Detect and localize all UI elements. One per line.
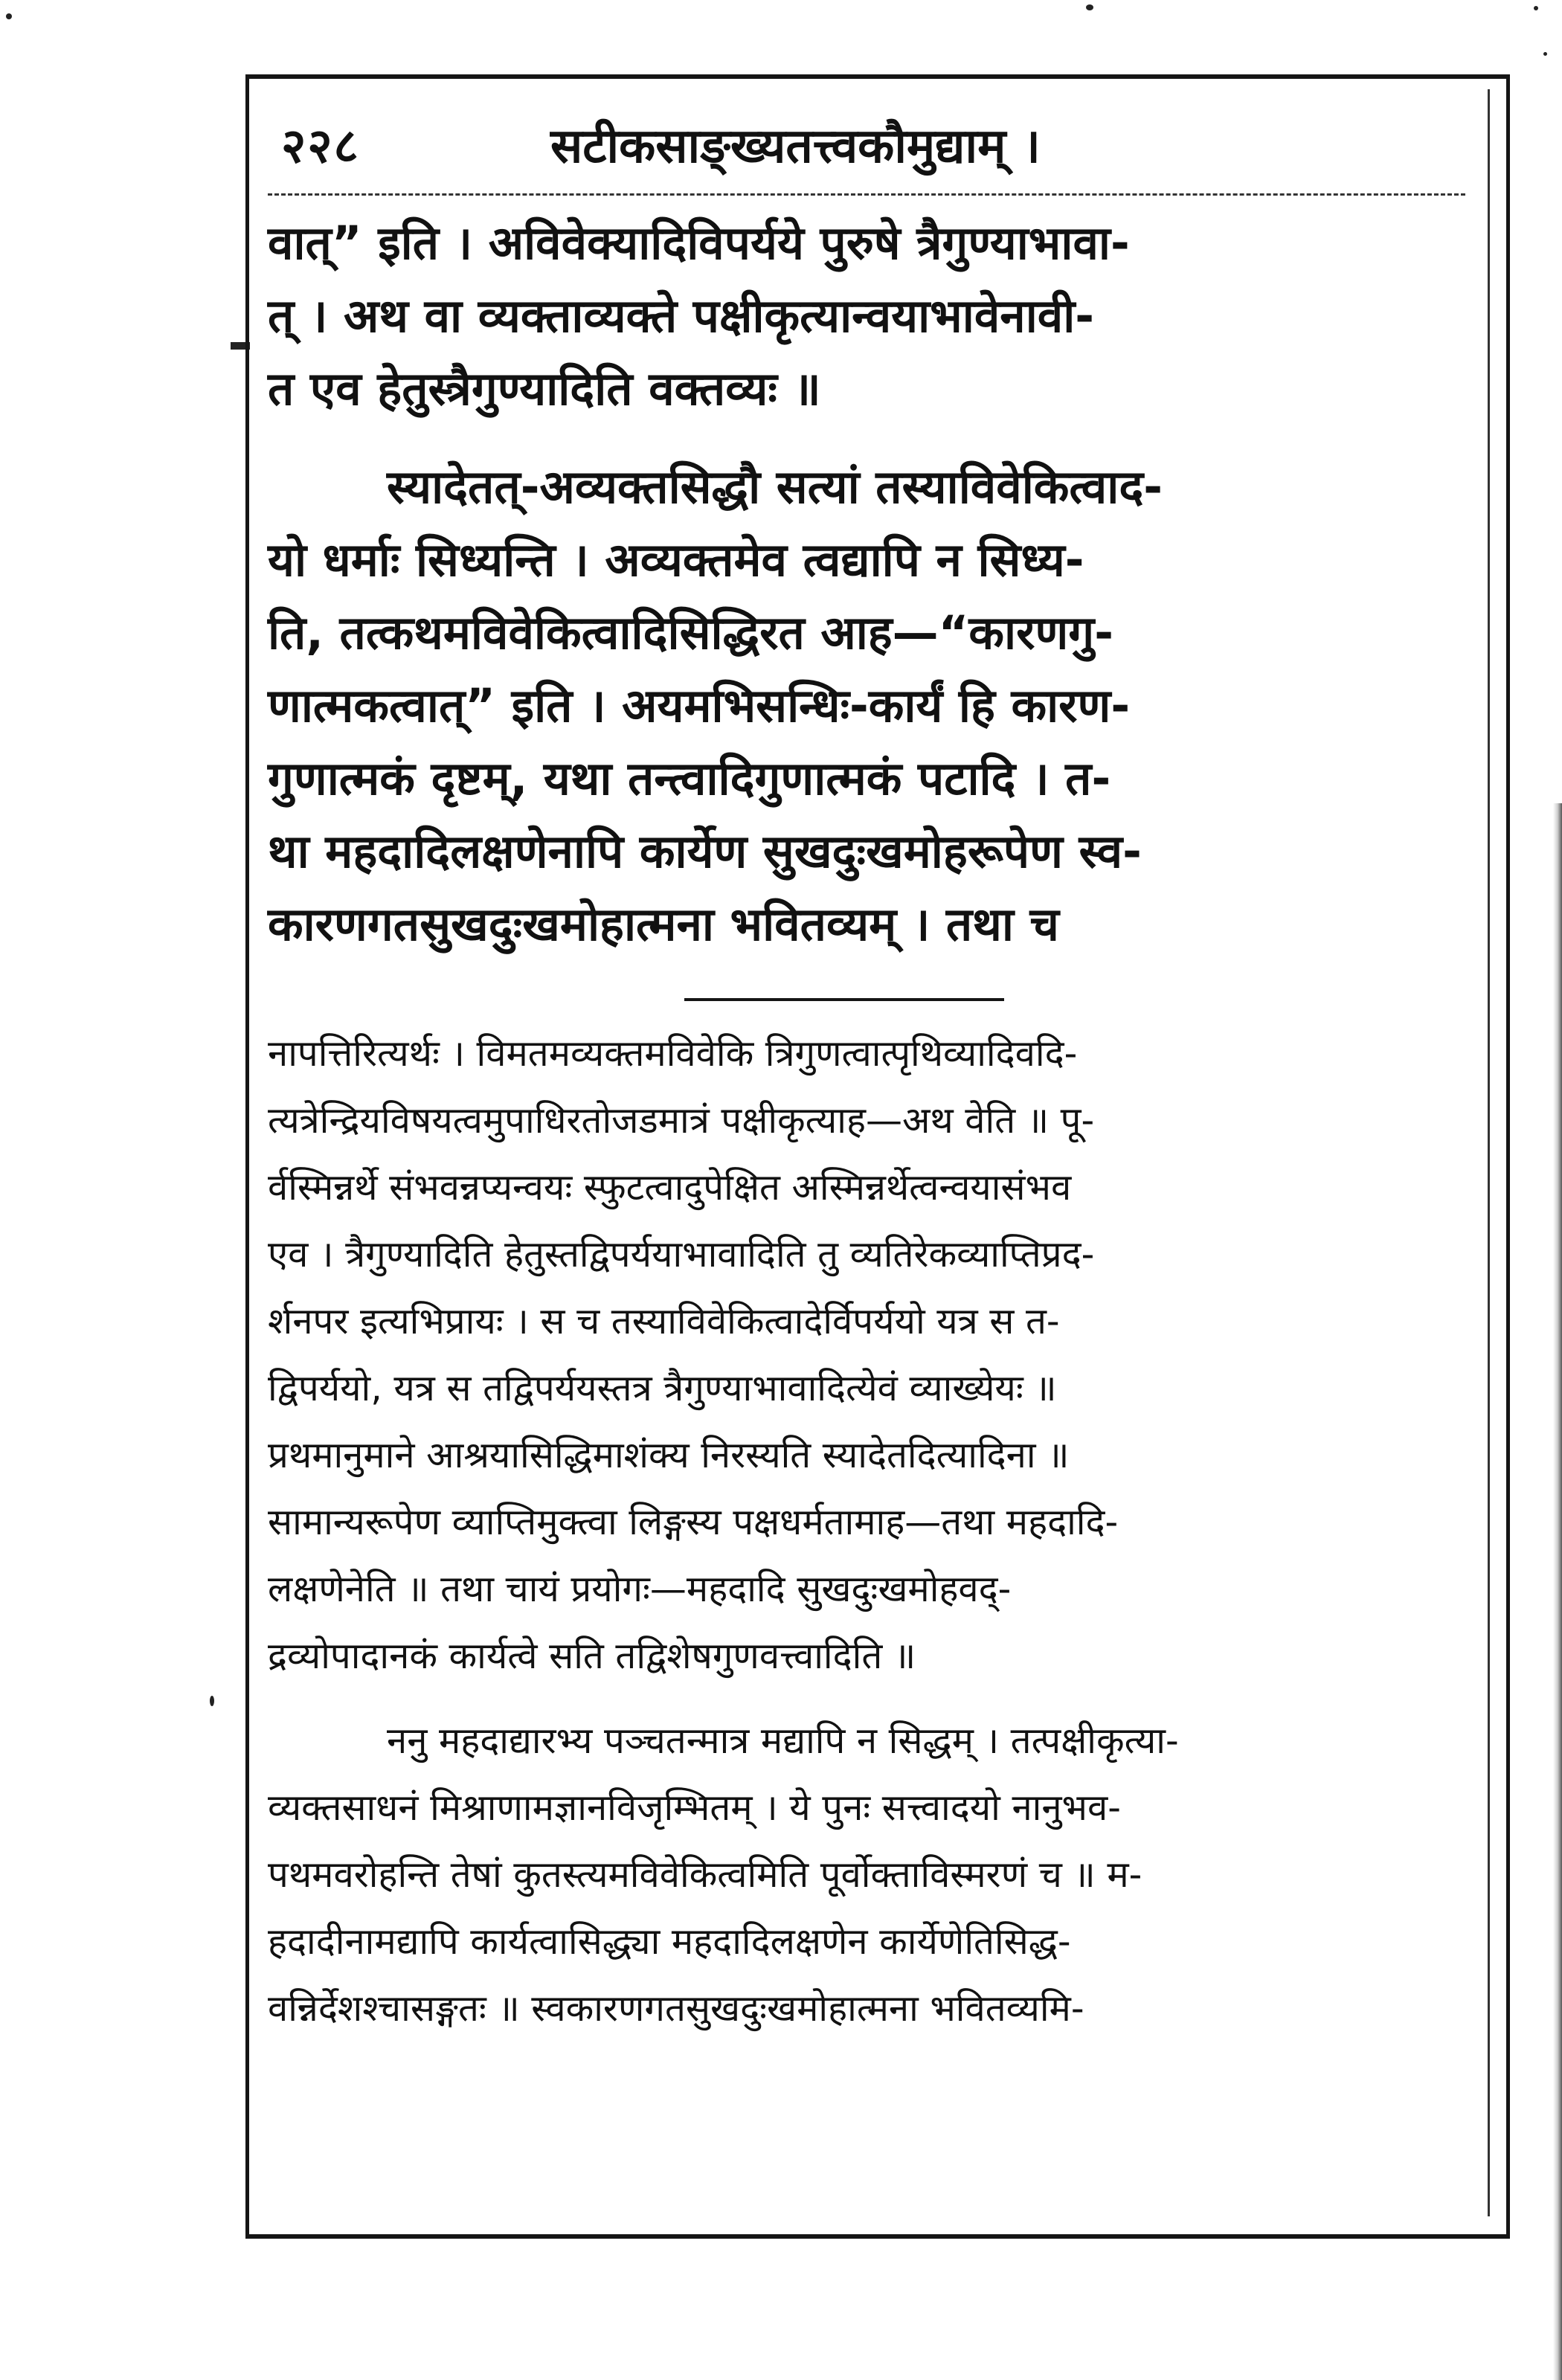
commentary-line: त्यत्रेन्द्रियविषयत्वमुपाधिरतोजडमात्रं पक्षीकृत्याह—अथ वेति ॥ पू- <box>268 1099 1095 1142</box>
commentary-line: व्यक्तसाधनं मिश्राणामज्ञानविजृम्भितम् । ये पुनः सत्त्वादयो नानुभव- <box>268 1786 1121 1829</box>
main-text-line: कारणगतसुखदुःखमोहात्मना भवितव्यम् । तथा च <box>268 897 1059 951</box>
book-edge-shadow <box>1553 803 1562 2380</box>
main-text-line: था महदादिलक्षणेनापि कार्येण सुखदुःखमोहरूपेण स्व- <box>268 824 1142 878</box>
commentary-line: प्रथमानुमाने आश्रयासिद्धिमाशंक्य निरस्यति स्यादेतदित्यादिना ॥ <box>268 1434 1070 1476</box>
commentary-text <box>268 1032 1480 2057</box>
page-number: २२८ <box>281 119 360 174</box>
commentary-line: एव । त्रैगुण्यादिति हेतुस्तद्विपर्ययाभावादिति तु व्यतिरेकव्याप्तिप्रद- <box>268 1233 1095 1276</box>
commentary-line: ननु महदाद्यारभ्य पञ्चतन्मात्र मद्यापि न सिद्धम् । तत्पक्षीकृत्या- <box>387 1720 1179 1762</box>
main-text-line: णात्मकत्वात्” इति । अयमभिसन्धिः-कार्यं हि कारण- <box>268 678 1131 733</box>
main-text-line: त् । अथ वा व्यक्ताव्यक्ते पक्षीकृत्यान्वयाभावेनावी- <box>268 289 1095 343</box>
scan-speck <box>1534 6 1538 10</box>
commentary-line: पथमवरोहन्ति तेषां कुतस्त्यमविवेकित्वमिति पूर्वोक्ताविस्मरणं च ॥ म- <box>268 1853 1142 1896</box>
book-page <box>268 82 1480 2057</box>
scan-speck <box>210 1696 214 1706</box>
commentary-line: नापत्तिरित्यर्थः । विमतमव्यक्तमविवेकि त्रिगुणत्वात्पृथिव्यादिवदि- <box>268 1032 1078 1075</box>
commentary-line: वन्निर्देशश्चासङ्गतः ॥ स्वकारणगतसुखदुःखमोहात्मना भवितव्यमि- <box>268 1987 1084 2030</box>
commentary-line: हदादीनामद्यापि कार्यत्वासिद्ध्या महदादिलक्षणेन कार्येणेतिसिद्ध- <box>268 1920 1071 1963</box>
commentary-line: र्वस्मिन्नर्थे संभवन्नप्यन्वयः स्फुटत्वादुपेक्षित अस्मिन्नर्थेत्वन्वयासंभव <box>268 1166 1072 1209</box>
main-text <box>268 214 1480 968</box>
scan-speck <box>1086 4 1093 10</box>
commentary-line: लक्षणेनेति ॥ तथा चायं प्रयोगः—महदादि सुखदुःखमोहवद्- <box>268 1568 1012 1610</box>
commentary-line: द्रव्योपादानकं कार्यत्वे सति तद्विशेषगुणवत्त्वादिति ॥ <box>268 1635 916 1677</box>
main-text-line: वात्” इति । अविवेक्यादिविपर्यये पुरुषे त्रैगुण्याभावा- <box>268 216 1130 270</box>
running-head <box>268 82 1480 193</box>
inner-border-line <box>1488 89 1490 2216</box>
main-text-line: ति, तत्कथमविवेकित्वादिसिद्धिरत आह—“कारणगु- <box>268 605 1113 660</box>
main-text-line: गुणात्मकं दृष्टम्, यथा तन्त्वादिगुणात्मकं पटादि । त- <box>268 751 1111 805</box>
scan-speck <box>6 13 12 19</box>
running-title: सटीकसाङ्ख्यतत्त्वकौमुद्याम् । <box>550 119 1041 174</box>
commentary-line: द्विपर्ययो, यत्र स तद्विपर्ययस्तत्र त्रैगुण्याभावादित्येवं व्याख्येयः ॥ <box>268 1367 1057 1409</box>
main-text-line: त एव हेतुस्त्रैगुण्यादिति वक्तव्यः ॥ <box>268 361 821 416</box>
main-text-line: स्यादेतत्-अव्यक्तसिद्धौ सत्यां तस्याविवेकित्वाद- <box>387 460 1163 514</box>
commentary-line: र्शनपर इत्यभिप्रायः । स च तस्याविवेकित्वादेर्विपर्ययो यत्र स त- <box>268 1300 1060 1342</box>
scan-speck <box>1543 52 1547 56</box>
commentary-line: सामान्यरूपेण व्याप्तिमुक्त्वा लिङ्गस्य पक्षधर्मतामाह—तथा महदादि- <box>268 1501 1119 1543</box>
section-separator <box>684 998 1004 1001</box>
main-text-line: यो धर्माः सिध्यन्ति । अव्यक्तमेव त्वद्यापि न सिध्य- <box>268 533 1084 587</box>
header-rule <box>268 193 1465 196</box>
